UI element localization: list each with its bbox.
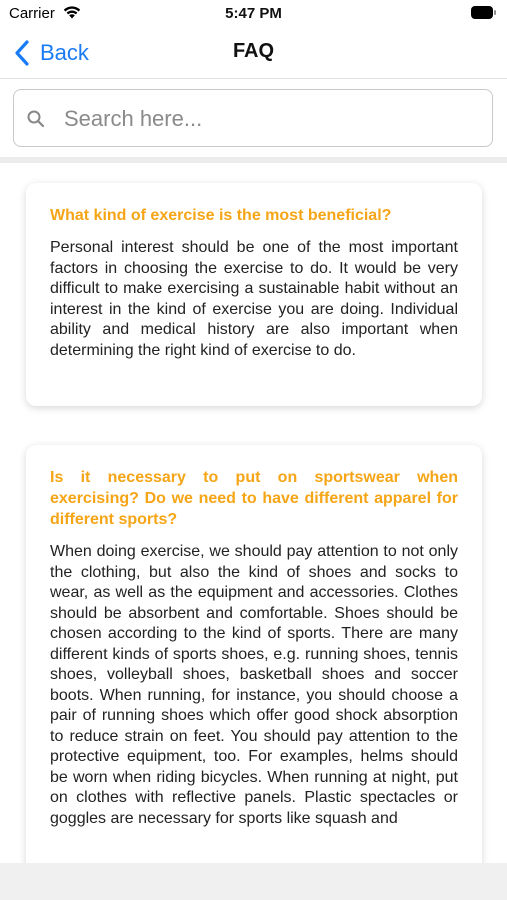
status-bar (0, 0, 507, 28)
faq-card (26, 183, 482, 406)
faq-answer: When doing exercise, we should pay attention to not only the clothing, but also the kind of shoes and socks to wear, as well as the equipment and accessories. Clothes should be absorbent and comfortable. Shoes should be chosen according to the kind of sports. There are many different kinds of sports shoes, e.g. running shoes, tennis shoes, volleyball shoes, basketball shoes and soccer boots. When running, for instance, you should choose a pair of running shoes which offer good shock absorption to reduce strain on feet. You should pay attention to the protective equipment, too. For examples, helms should be worn when riding bicycles. When running at night, put on clothes with reflective panels. Plastic spectacles or goggles are necessary for sports like squash and (50, 543, 458, 827)
battery-icon (471, 6, 497, 19)
faq-question: What kind of exercise is the most beneficial? (50, 207, 392, 224)
status-time: 5:47 PM (225, 5, 282, 22)
page-title: FAQ (232, 40, 275, 62)
back-label: Back (40, 40, 89, 65)
search-box[interactable] (13, 89, 493, 147)
faq-question: Is it necessary to put on sportswear when exercising? Do we need to have different apparel for different sports? (50, 469, 458, 528)
faq-card (26, 445, 482, 863)
carrier-label: Carrier (9, 5, 55, 22)
faq-list[interactable] (0, 163, 507, 863)
bottom-bar (0, 863, 507, 900)
nav-divider (0, 78, 507, 79)
search-icon (26, 109, 46, 129)
nav-bar (0, 28, 507, 78)
faq-answer: Personal interest should be one of the most important factors in choosing the exercise to do. It would be very difficult to make exercising a sustainable habit without an interest in the kind of exercise you are doing. Individual ability and medical history are also important when determining the right kind of exercise to do. (50, 239, 458, 359)
search-input[interactable] (62, 90, 486, 148)
